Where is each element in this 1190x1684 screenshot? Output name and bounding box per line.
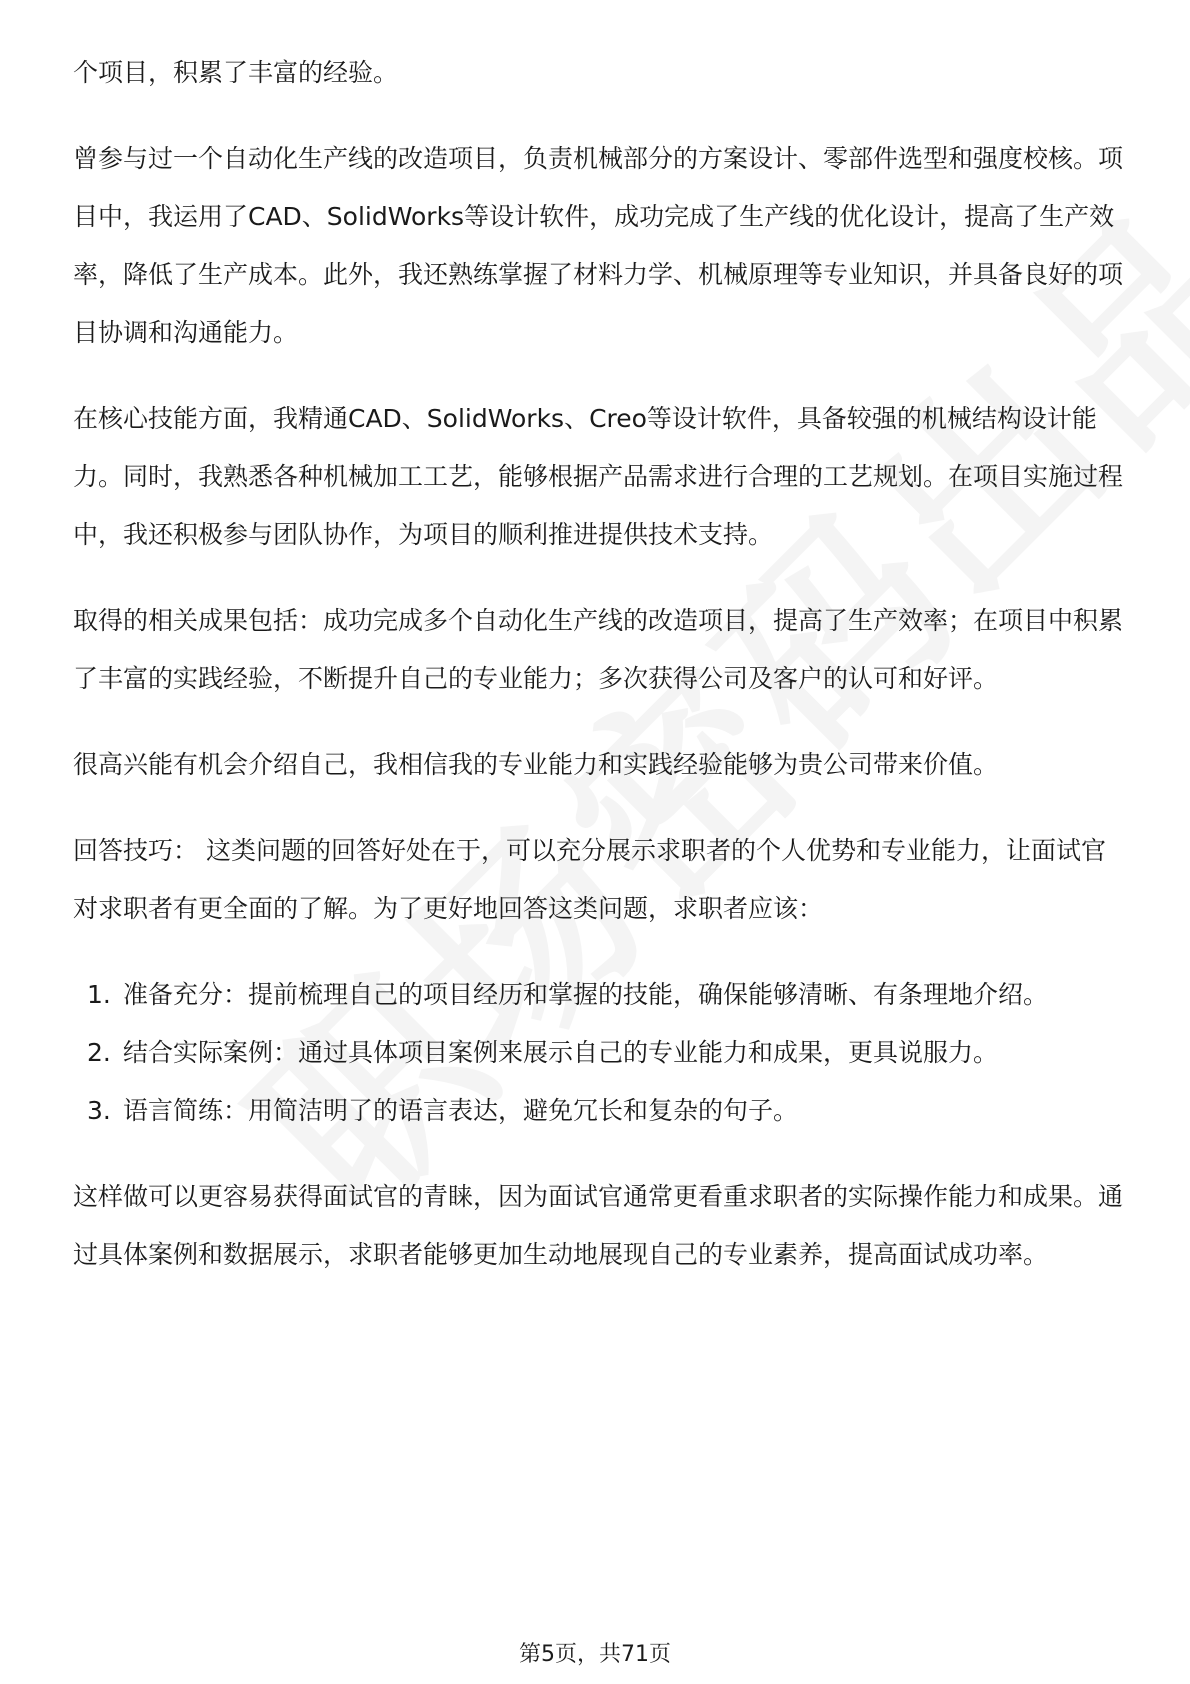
list-item-text: 结合实际案例：通过具体项目案例来展示自己的专业能力和成果，更具说服力。 — [123, 1038, 999, 1067]
list-item — [73, 1024, 1123, 1082]
tips-list — [73, 966, 1123, 1140]
list-item-number: 3. — [87, 1096, 111, 1125]
list-item — [73, 966, 1123, 1024]
paragraph-project-experience: 曾参与过一个自动化生产线的改造项目，负责机械部分的方案设计、零部件选型和强度校核。项目中，我运用了CAD、SolidWorks等设计软件，成功完成了生产线的优化设计，提高了生产效率，降低了生产成本。此外，我还熟练掌握了材料力学、机械原理等专业知识，并具备良好的项目协调和沟通能力。 — [73, 144, 1124, 347]
paragraph-closing-statement: 很高兴能有机会介绍自己，我相信我的专业能力和实践经验能够为贵公司带来价值。 — [73, 750, 999, 779]
paragraph-core-skills: 在核心技能方面，我精通CAD、SolidWorks、Creo等设计软件，具备较强的机械结构设计能力。同时，我熟悉各种机械加工工艺，能够根据产品需求进行合理的工艺规划。在项目实施过程中，我还积极参与团队协作，为项目的顺利推进提供技术支持。 — [73, 404, 1124, 549]
paragraph-answer-tips: 回答技巧： 这类问题的回答好处在于，可以充分展示求职者的个人优势和专业能力，让面试官对求职者有更全面的了解。为了更好地回答这类问题，求职者应该： — [73, 836, 1106, 923]
paragraph-intro-tail: 个项目，积累了丰富的经验。 — [73, 58, 399, 87]
paragraph-achievements: 取得的相关成果包括：成功完成多个自动化生产线的改造项目，提高了生产效率；在项目中积累了丰富的实践经验，不断提升自己的专业能力；多次获得公司及客户的认可和好评。 — [73, 606, 1124, 693]
list-item — [73, 1082, 1123, 1140]
list-item-number: 2. — [87, 1038, 111, 1067]
list-item-text: 准备充分：提前梳理自己的项目经历和掌握的技能，确保能够清晰、有条理地介绍。 — [123, 980, 1049, 1009]
paragraph-conclusion: 这样做可以更容易获得面试官的青睐，因为面试官通常更看重求职者的实际操作能力和成果。通过具体案例和数据展示，求职者能够更加生动地展现自己的专业素养，提高面试成功率。 — [73, 1182, 1124, 1269]
list-item-number: 1. — [87, 980, 111, 1009]
page-number-footer: 第5页，共71页 — [519, 1642, 671, 1667]
document-body — [73, 44, 1123, 1312]
list-item-text: 语言简练：用简洁明了的语言表达，避免冗长和复杂的句子。 — [123, 1096, 799, 1125]
